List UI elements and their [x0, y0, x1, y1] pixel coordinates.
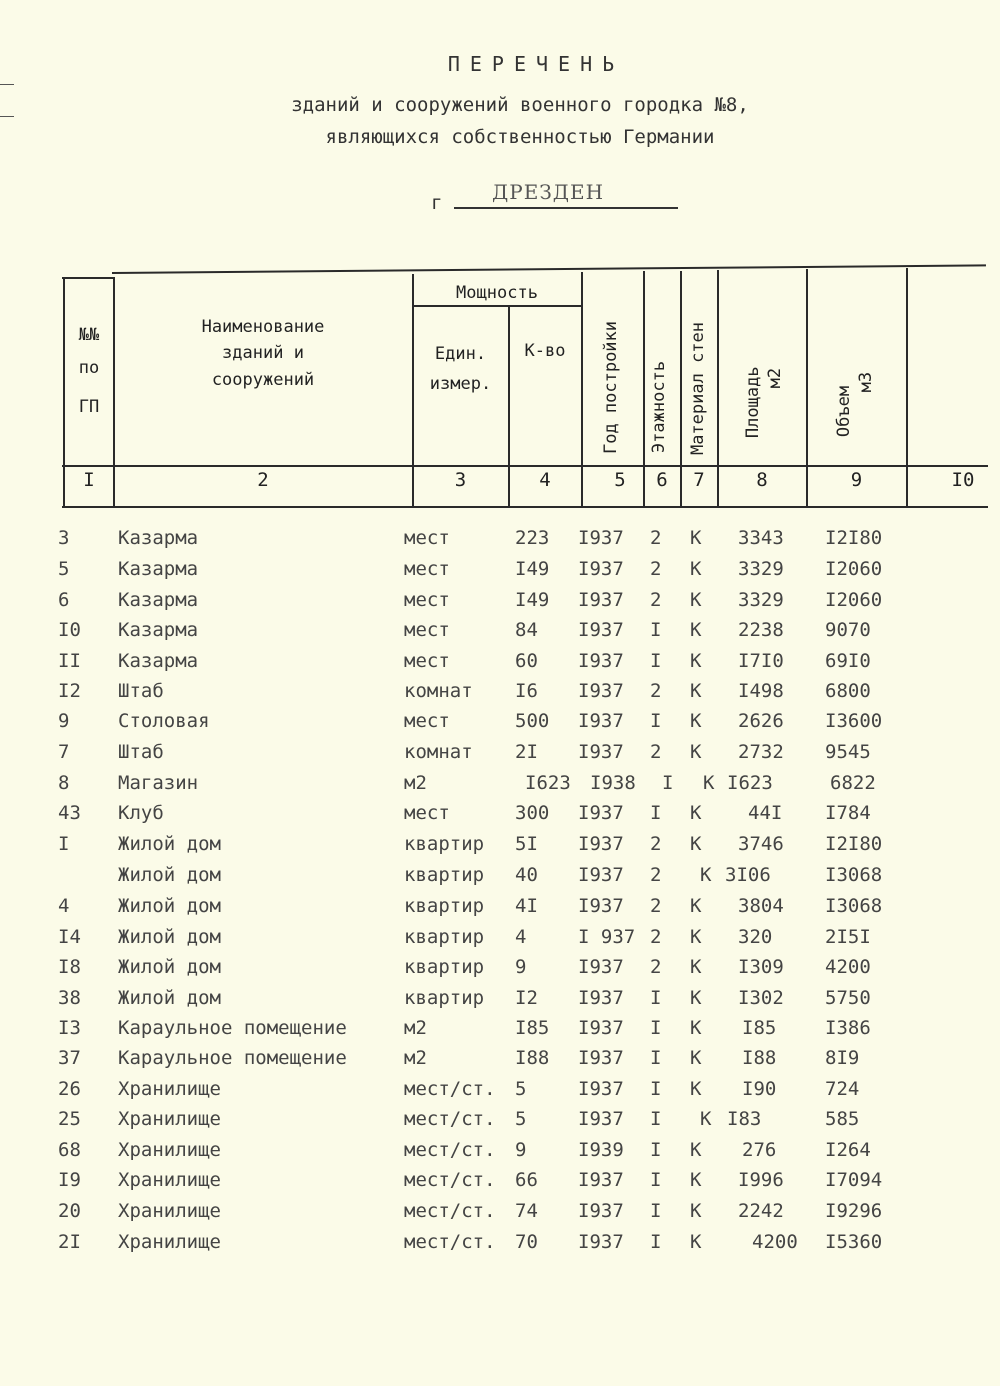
cell-area: 2242	[738, 1200, 784, 1222]
cell-num: II	[58, 650, 81, 672]
cell-unit: мест	[404, 619, 450, 641]
cell-material: К	[690, 956, 702, 978]
cell-area: 44I	[748, 802, 783, 824]
cell-qty: 74	[515, 1200, 538, 1222]
cell-material: К	[690, 895, 702, 917]
cell-area: 2626	[738, 710, 784, 732]
cell-area: 4200	[752, 1231, 798, 1253]
cell-material: К	[690, 1231, 702, 1253]
cell-material: К	[690, 1200, 702, 1222]
cell-year: I 937	[578, 926, 636, 948]
cell-floors: I	[662, 772, 674, 794]
cell-year: I937	[578, 680, 624, 702]
cell-material: К	[700, 1108, 712, 1130]
cell-area: 320	[738, 926, 773, 948]
cell-name: Хранилище	[118, 1169, 221, 1191]
cell-material: К	[690, 1169, 702, 1191]
margin-mark	[0, 84, 14, 85]
city-underline	[454, 207, 678, 209]
cell-area: I7I0	[738, 650, 784, 672]
cell-name: Столовая	[118, 710, 210, 732]
cell-floors: 2	[650, 558, 662, 580]
cell-area: 3329	[738, 558, 784, 580]
header-volume-line1: Объем	[833, 385, 854, 438]
cell-material: К	[690, 802, 702, 824]
cell-area: 3343	[738, 527, 784, 549]
cell-floors: I	[650, 1047, 662, 1069]
cell-unit: мест/ст.	[404, 1169, 496, 1191]
city-prefix: г	[431, 192, 443, 214]
cell-volume: I2I80	[825, 527, 883, 549]
cell-qty: 60	[515, 650, 538, 672]
cell-name: Жилой дом	[118, 895, 221, 917]
table-row	[0, 895, 1000, 925]
city-name: ДРЕЗДЕН	[492, 180, 605, 204]
cell-material: К	[690, 650, 702, 672]
cell-volume: I2I80	[825, 833, 883, 855]
cell-floors: I	[650, 1108, 662, 1130]
cell-material: К	[690, 1078, 702, 1100]
cell-unit: мест	[404, 650, 450, 672]
cell-name: Жилой дом	[118, 926, 221, 948]
cell-material: К	[690, 833, 702, 855]
table-row	[0, 1169, 1000, 1199]
cell-volume: 9545	[825, 741, 871, 763]
cell-material: К	[690, 987, 702, 1009]
cell-year: I937	[578, 527, 624, 549]
header-volume	[833, 327, 877, 437]
cell-floors: I	[650, 710, 662, 732]
colnum-bottom-rule	[62, 506, 988, 508]
cell-volume: I7094	[825, 1169, 883, 1191]
cell-qty: I49	[515, 589, 550, 611]
header-num-line2: по	[78, 358, 100, 379]
cell-material: К	[690, 710, 702, 732]
cell-material: К	[690, 527, 702, 549]
cell-floors: I	[650, 1017, 662, 1039]
cell-material: К	[690, 1017, 702, 1039]
cell-num: 20	[58, 1200, 81, 1222]
cell-qty: 2I	[515, 741, 538, 763]
cell-floors: 2	[650, 741, 662, 763]
table-top-rule	[62, 277, 114, 279]
cell-volume: I264	[825, 1139, 871, 1161]
cell-area: I996	[738, 1169, 784, 1191]
header-unit-line2: измер.	[429, 373, 492, 394]
cell-year: I938	[590, 772, 636, 794]
table-row	[0, 1200, 1000, 1230]
cell-volume: I5360	[825, 1231, 883, 1253]
cell-material: К	[690, 1139, 702, 1161]
cell-volume: I3068	[825, 895, 883, 917]
cell-num: 5	[58, 558, 70, 580]
cell-floors: 2	[650, 680, 662, 702]
cell-area: I90	[742, 1078, 777, 1100]
cell-unit: м2	[404, 772, 427, 794]
cell-unit: мест/ст.	[404, 1200, 496, 1222]
cell-qty: I2	[515, 987, 538, 1009]
cell-name: Жилой дом	[118, 833, 221, 855]
cell-year: I937	[578, 558, 624, 580]
cell-qty: 9	[515, 956, 527, 978]
cell-floors: I	[650, 1200, 662, 1222]
cell-num: I3	[58, 1017, 81, 1039]
colnum: 6	[656, 469, 668, 491]
cell-num: 2I	[58, 1231, 81, 1253]
header-area-line1: Площадь	[742, 366, 763, 439]
table-row	[0, 680, 1000, 710]
cell-year: I937	[578, 802, 624, 824]
header-name-line3: сооружений	[211, 369, 315, 390]
cell-name: Хранилище	[118, 1200, 221, 1222]
colnum: 3	[454, 469, 467, 491]
cell-qty: I88	[515, 1047, 550, 1069]
cell-year: I937	[578, 1017, 624, 1039]
cell-year: I937	[578, 833, 624, 855]
cell-unit: м2	[404, 1047, 427, 1069]
cell-volume: 585	[825, 1108, 860, 1130]
table-row	[0, 710, 1000, 740]
table-row	[0, 1108, 1000, 1138]
cell-qty: 40	[515, 864, 538, 886]
cell-name: Караульное помещение	[118, 1017, 347, 1039]
cell-unit: м2	[404, 1017, 427, 1039]
cell-name: Хранилище	[118, 1108, 221, 1130]
cell-area: 3329	[738, 589, 784, 611]
table-row	[0, 1078, 1000, 1108]
cell-material: К	[690, 558, 702, 580]
cell-unit: мест	[404, 558, 450, 580]
table-row	[0, 864, 1000, 894]
cell-year: I937	[578, 619, 624, 641]
header-bottom-rule	[62, 465, 988, 467]
cell-unit: комнат	[404, 680, 473, 702]
cell-area: I623	[727, 772, 773, 794]
cell-name: Штаб	[118, 680, 164, 702]
cell-material: К	[690, 589, 702, 611]
table-row	[0, 987, 1000, 1017]
cell-volume: I3068	[825, 864, 883, 886]
header-unit	[413, 340, 508, 400]
cell-num: I8	[58, 956, 81, 978]
cell-area: I309	[738, 956, 784, 978]
colnum: 4	[539, 469, 551, 491]
cell-volume: 6822	[830, 772, 876, 794]
cell-material: К	[690, 619, 702, 641]
cell-floors: 2	[650, 895, 662, 917]
cell-qty: 66	[515, 1169, 538, 1191]
cell-floors: 2	[650, 956, 662, 978]
header-year: Год постройки	[600, 320, 621, 455]
table-row	[0, 1139, 1000, 1169]
cell-unit: квартир	[404, 926, 485, 948]
cell-volume: 5750	[825, 987, 871, 1009]
cell-unit: мест	[404, 802, 450, 824]
cell-material: К	[690, 741, 702, 763]
cell-volume: I2060	[825, 558, 883, 580]
cell-volume: 2I5I	[825, 926, 871, 948]
cell-unit: мест	[404, 589, 450, 611]
margin-mark	[0, 116, 14, 117]
header-material: Материал стен	[687, 321, 708, 456]
cell-year: I937	[578, 1169, 624, 1191]
cell-num: 26	[58, 1078, 81, 1100]
cell-volume: I784	[825, 802, 871, 824]
cell-volume: 6800	[825, 680, 871, 702]
cell-volume: I9296	[825, 1200, 883, 1222]
cell-name: Жилой дом	[118, 956, 221, 978]
cell-area: 3746	[738, 833, 784, 855]
cell-name: Хранилище	[118, 1139, 221, 1161]
cell-floors: I	[650, 619, 662, 641]
header-num-line3: ГП	[78, 397, 100, 418]
cell-name: Магазин	[118, 772, 199, 794]
table-row	[0, 619, 1000, 649]
header-qty: К-во	[524, 341, 566, 361]
cell-floors: 2	[650, 864, 662, 886]
colnum: 7	[693, 469, 705, 491]
cell-qty: I85	[515, 1017, 550, 1039]
cell-material: К	[690, 680, 702, 702]
cell-unit: мест/ст.	[404, 1108, 496, 1130]
cell-floors: I	[650, 1139, 662, 1161]
cell-name: Казарма	[118, 589, 199, 611]
cell-year: I937	[578, 864, 624, 886]
cell-floors: 2	[650, 589, 662, 611]
cell-num: I2	[58, 680, 81, 702]
table-row	[0, 558, 1000, 588]
cell-material: К	[700, 864, 712, 886]
cell-area: 3804	[738, 895, 784, 917]
header-floors: Этажность	[648, 360, 669, 454]
header-num-line1: №№	[78, 325, 100, 345]
cell-num: 25	[58, 1108, 81, 1130]
cell-num: 37	[58, 1047, 81, 1069]
cell-num: 38	[58, 987, 81, 1009]
cell-name: Казарма	[118, 650, 199, 672]
cell-year: I937	[578, 1078, 624, 1100]
table-row	[0, 926, 1000, 956]
cell-material: К	[703, 772, 715, 794]
cell-num: 9	[58, 710, 70, 732]
cell-qty: 4I	[515, 895, 538, 917]
cell-area: 2238	[738, 619, 784, 641]
table-row	[0, 1047, 1000, 1077]
colnum: 8	[756, 469, 768, 491]
table-row	[0, 1231, 1000, 1261]
cell-qty: 223	[515, 527, 550, 549]
document-title: ПЕРЕЧЕНЬ	[447, 52, 625, 76]
cell-qty: 500	[515, 710, 550, 732]
cell-name: Клуб	[118, 802, 164, 824]
cell-qty: I623	[525, 772, 571, 794]
cell-year: I937	[578, 650, 624, 672]
table-row	[0, 741, 1000, 771]
cell-floors: I	[650, 1231, 662, 1253]
cell-qty: I6	[515, 680, 538, 702]
cell-volume: I386	[825, 1017, 871, 1039]
colnum: I	[83, 469, 95, 491]
cell-volume: I2060	[825, 589, 883, 611]
cell-year: I937	[578, 710, 624, 732]
header-name	[114, 314, 412, 393]
cell-area: 3I06	[725, 864, 771, 886]
cell-year: I937	[578, 1108, 624, 1130]
cell-name: Жилой дом	[118, 987, 221, 1009]
cell-unit: комнат	[404, 741, 473, 763]
cell-area: I498	[738, 680, 784, 702]
table-row	[0, 1017, 1000, 1047]
cell-num: 8	[58, 772, 70, 794]
cell-name: Штаб	[118, 741, 164, 763]
cell-name: Хранилище	[118, 1231, 221, 1253]
colnum: 9	[850, 469, 863, 491]
colnum: 5	[614, 469, 626, 491]
cell-name: Караульное помещение	[118, 1047, 347, 1069]
cell-unit: квартир	[404, 987, 485, 1009]
header-volume-line2: м3	[856, 371, 876, 393]
cell-unit: мест	[404, 710, 450, 732]
table-row	[0, 833, 1000, 863]
header-unit-line1: Един.	[434, 344, 487, 364]
cell-name: Жилой дом	[118, 864, 221, 886]
header-name-line1: Наименование	[201, 317, 325, 337]
cell-unit: квартир	[404, 895, 485, 917]
document-subtitle-line1: зданий и сооружений военного городка №8,	[291, 94, 749, 116]
table-row	[0, 650, 1000, 680]
cell-qty: 84	[515, 619, 538, 641]
cell-year: I937	[578, 987, 624, 1009]
cell-floors: 2	[650, 527, 662, 549]
cell-unit: мест/ст.	[404, 1078, 496, 1100]
cell-qty: 5	[515, 1078, 527, 1100]
cell-unit: квартир	[404, 864, 485, 886]
cell-floors: I	[650, 1078, 662, 1100]
header-area-line2: м2	[765, 367, 785, 389]
cell-floors: I	[650, 1169, 662, 1191]
cell-year: I937	[578, 895, 624, 917]
table-row	[0, 772, 1000, 802]
cell-qty: 4	[515, 926, 527, 948]
cell-qty: I49	[515, 558, 550, 580]
cell-qty: 300	[515, 802, 550, 824]
cell-qty: 5	[515, 1108, 527, 1130]
table-row	[0, 527, 1000, 557]
cell-num: 68	[58, 1139, 81, 1161]
cell-area: 2732	[738, 741, 784, 763]
cell-year: I937	[578, 589, 624, 611]
colnum: I0	[951, 469, 975, 491]
cell-year: I937	[578, 1200, 624, 1222]
cell-area: I85	[742, 1017, 777, 1039]
cell-unit: мест/ст.	[404, 1231, 496, 1253]
cell-volume: I3600	[825, 710, 883, 732]
cell-volume: 9070	[825, 619, 871, 641]
cell-num: 3	[58, 527, 70, 549]
cell-unit: квартир	[404, 956, 485, 978]
cell-unit: мест/ст.	[404, 1139, 496, 1161]
cell-name: Хранилище	[118, 1078, 221, 1100]
header-num	[64, 322, 114, 422]
cell-num: 4	[58, 895, 70, 917]
cell-name: Казарма	[118, 558, 199, 580]
table-row	[0, 589, 1000, 619]
cell-floors: 2	[650, 833, 662, 855]
cell-year: I937	[578, 1047, 624, 1069]
cell-num: I4	[58, 926, 81, 948]
cell-year: I939	[578, 1139, 624, 1161]
cell-num: I	[58, 833, 70, 855]
cell-unit: квартир	[404, 833, 485, 855]
cell-volume: 4200	[825, 956, 871, 978]
cell-year: I937	[578, 741, 624, 763]
header-name-line2: зданий и	[222, 343, 304, 364]
header-area	[742, 318, 786, 438]
cell-qty: 70	[515, 1231, 538, 1253]
cell-volume: 69I0	[825, 650, 871, 672]
cell-num: 7	[58, 741, 70, 763]
cell-qty: 5I	[515, 833, 538, 855]
cell-name: Казарма	[118, 619, 199, 641]
cell-volume: 724	[825, 1078, 860, 1100]
cell-area: I302	[738, 987, 784, 1009]
cell-year: I937	[578, 956, 624, 978]
cell-num: 43	[58, 802, 81, 824]
header-capacity: Мощность	[456, 283, 538, 303]
cell-floors: 2	[650, 926, 662, 948]
cell-year: I937	[578, 1231, 624, 1253]
cell-volume: 8I9	[825, 1047, 860, 1069]
cell-area: 276	[742, 1139, 777, 1161]
cell-area: I83	[727, 1108, 762, 1130]
cell-area: I88	[742, 1047, 777, 1069]
cell-num: I0	[58, 619, 81, 641]
cell-num: 6	[58, 589, 70, 611]
cell-num: I9	[58, 1169, 81, 1191]
document-subtitle-line2: являющихся собственностью Германии	[325, 126, 715, 148]
cell-name: Казарма	[118, 527, 199, 549]
table-row	[0, 956, 1000, 986]
cell-floors: I	[650, 987, 662, 1009]
cell-material: К	[690, 926, 702, 948]
cell-floors: I	[650, 650, 662, 672]
colnum: 2	[257, 469, 269, 491]
cell-material: К	[690, 1047, 702, 1069]
cell-unit: мест	[404, 527, 450, 549]
cell-qty: 9	[515, 1139, 527, 1161]
table-row	[0, 802, 1000, 832]
cell-floors: I	[650, 802, 662, 824]
table-top-rule	[112, 264, 986, 274]
